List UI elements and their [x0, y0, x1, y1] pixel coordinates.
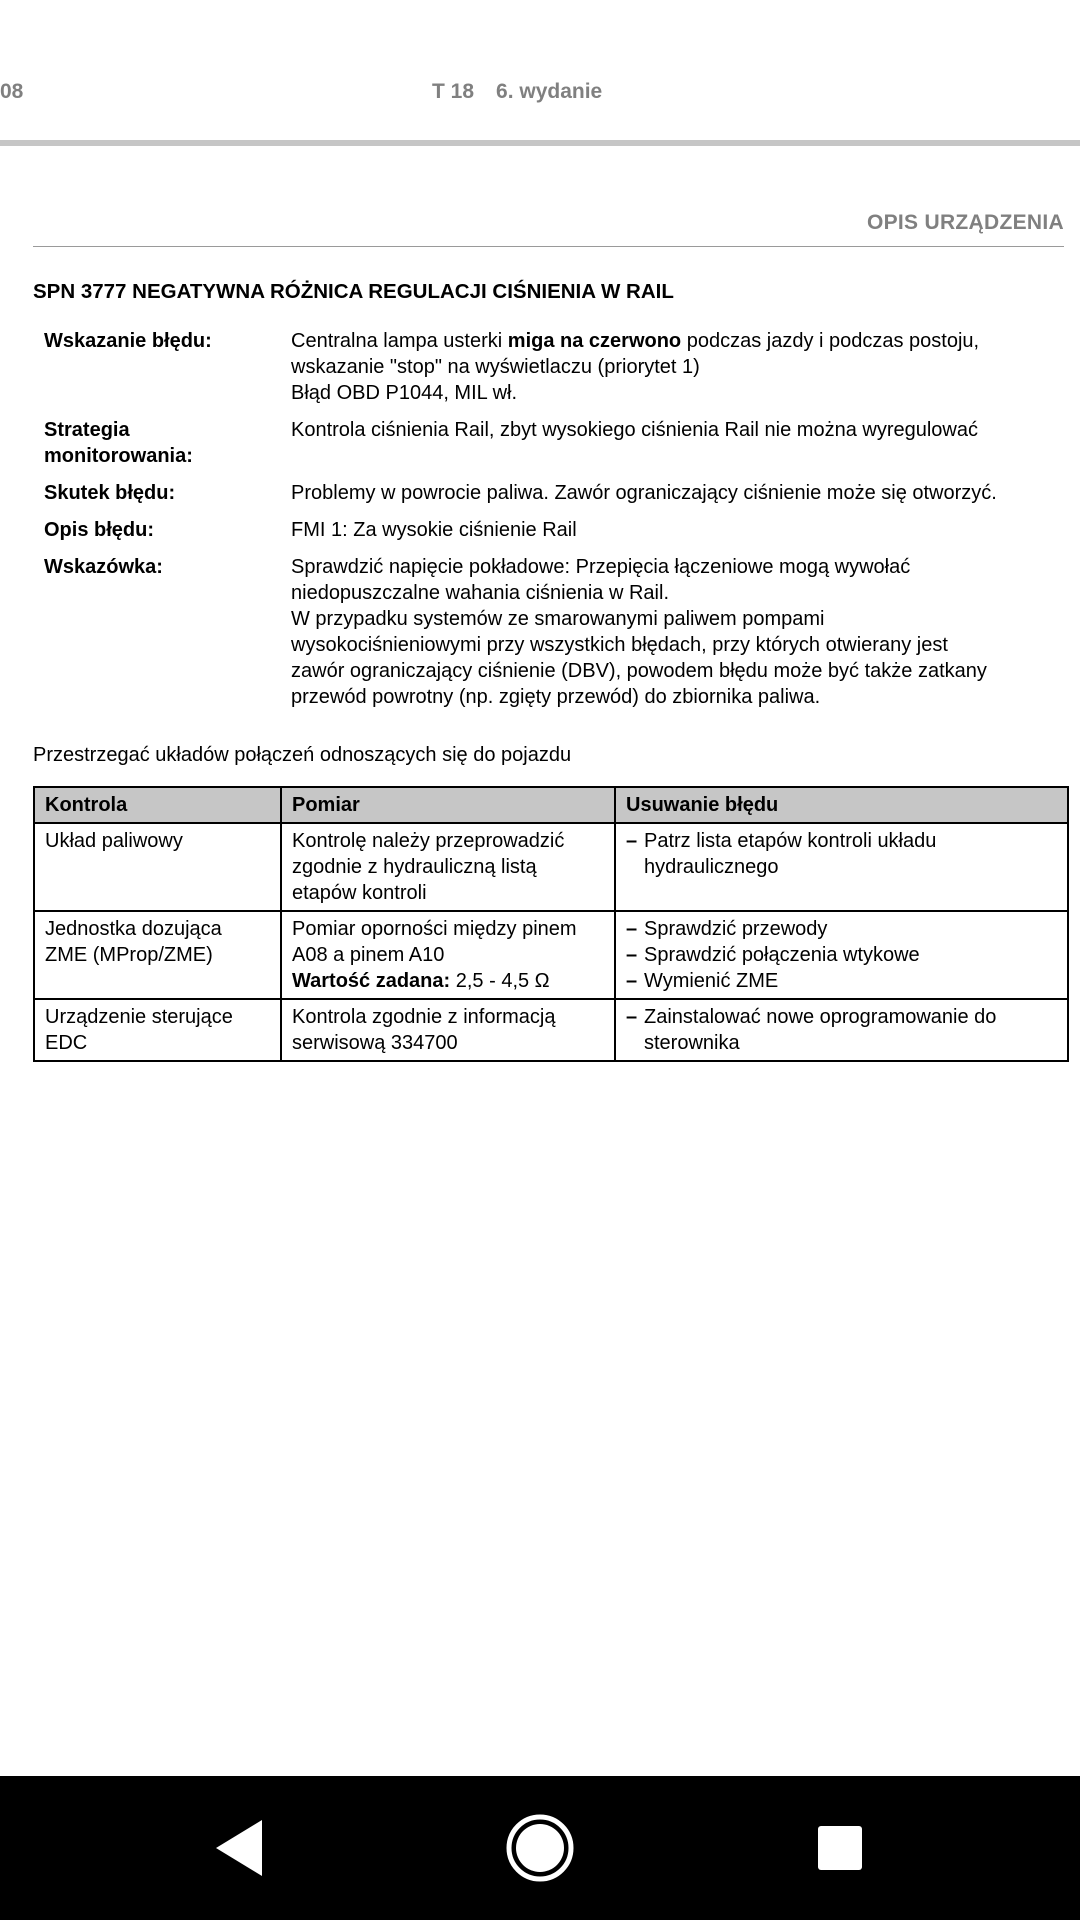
- cell-check: Jednostka dozująca ZME (MProp/ZME): [34, 911, 281, 999]
- section-title: OPIS URZĄDZENIA: [866, 211, 1064, 234]
- setpoint-label: Wartość zadana:: [292, 970, 451, 992]
- description-value: FMI 1: Za wysokie ciśnienie Rail: [291, 519, 577, 541]
- info-row-description: [44, 517, 1074, 543]
- page-header: [0, 0, 1080, 140]
- section-rule: [33, 246, 1064, 247]
- info-row-monitoring: [44, 417, 1074, 469]
- recents-button[interactable]: [790, 1776, 890, 1920]
- document-id: [432, 80, 602, 104]
- effect-value: Problemy w powrocie paliwa. Zawór ograniczający ciśnienie może się otworzyć.: [291, 482, 997, 504]
- info-row-effect: [44, 480, 1074, 506]
- doc-code: T 18: [432, 80, 475, 103]
- back-icon: [212, 1818, 268, 1878]
- header-measure: Pomiar: [281, 787, 615, 823]
- check-table: [33, 786, 1069, 1062]
- cell-measure: Kontrolę należy przeprowadzić zgodnie z hydrauliczną listą etapów kontroli: [281, 823, 615, 911]
- cell-measure: Kontrola zgodnie z informacją serwisową 334700: [281, 999, 615, 1061]
- fix-item: – Zainstalować nowe oprogramowanie do sterownika: [626, 1006, 997, 1054]
- vehicle-note: Przestrzegać układów połączeń odnoszących się do pojazdu: [33, 744, 572, 766]
- error-title: SPN 3777 NEGATYWNA RÓŻNICA REGULACJI CIŚNIENIA W RAIL: [33, 280, 674, 303]
- hint-value: Sprawdzić napięcie pokładowe: Przepięcia łączeniowe mogą wywołać niedopuszczalne wahania ciśnienia w Rail. W przypadku systemów ze smarowanymi paliwem pompami wysokociśnieniowymi przy wszystkich błędach, przy których otwierany jest zawór ograniczający ciśnienie (DBV), powodem błędu może być także zatkany przewód powrotny (np. zgięty przewód) do zbiornika paliwa.: [291, 556, 987, 708]
- info-row-hint: [44, 554, 1074, 710]
- table-row: [34, 999, 1068, 1061]
- cell-check: Urządzenie sterujące EDC: [34, 999, 281, 1061]
- fix-item: – Sprawdzić połączenia wtykowe: [626, 944, 920, 966]
- home-icon: [504, 1812, 576, 1884]
- setpoint-value: 2,5 - 4,5 Ω: [450, 970, 550, 992]
- error-info: [44, 328, 1074, 721]
- monitoring-value: Kontrola ciśnienia Rail, zbyt wysokiego ciśnienia Rail nie można wyregulować: [291, 419, 978, 441]
- cell-check: Układ paliwowy: [34, 823, 281, 911]
- page-number: 08: [0, 80, 24, 103]
- table-row: [34, 911, 1068, 999]
- navigation-bar: [0, 1776, 1080, 1920]
- table-header-row: [34, 787, 1068, 823]
- table-row: [34, 823, 1068, 911]
- cell-measure: Pomiar oporności między pinem A08 a pinem A10 Wartość zadana: 2,5 - 4,5 Ω: [281, 911, 615, 999]
- indication-label: Wskazanie błędu:: [44, 330, 212, 352]
- back-button[interactable]: [190, 1776, 290, 1920]
- header-fix: Usuwanie błędu: [615, 787, 1068, 823]
- monitoring-label: Strategia monitorowania:: [44, 419, 193, 467]
- fix-item: – Sprawdzić przewody: [626, 918, 828, 940]
- home-button[interactable]: [490, 1776, 590, 1920]
- fix-item: – Patrz lista etapów kontroli układu hydraulicznego: [626, 830, 937, 878]
- header-divider: [0, 140, 1080, 146]
- effect-label: Skutek błędu:: [44, 482, 176, 504]
- header-check: Kontrola: [34, 787, 281, 823]
- edition: 6. wydanie: [496, 80, 603, 103]
- recents-icon: [816, 1824, 864, 1872]
- fix-item: – Wymienić ZME: [626, 970, 779, 992]
- indication-bold: miga na czerwono: [507, 330, 682, 352]
- info-row-indication: [44, 328, 1074, 406]
- hint-label: Wskazówka:: [44, 556, 163, 578]
- cell-fix: [615, 911, 1068, 999]
- description-label: Opis błędu:: [44, 519, 154, 541]
- cell-fix: [615, 823, 1068, 911]
- cell-fix: [615, 999, 1068, 1061]
- indication-value: Centralna lampa usterki miga na czerwono podczas jazdy i podczas postoju, wskazanie "stop" na wyświetlaczu (priorytet 1) Błąd OBD P1044, MIL wł.: [291, 330, 980, 404]
